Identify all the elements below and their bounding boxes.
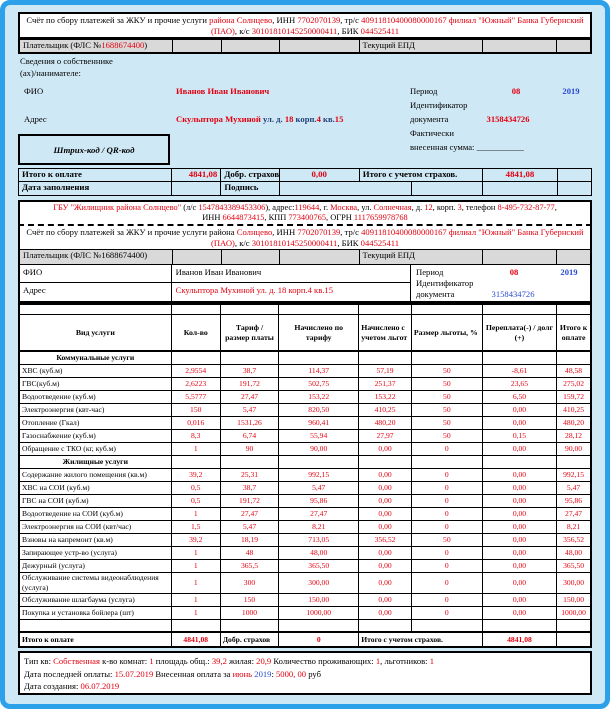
org-line-1: ГБУ "Жилищник района Солнцево" (л/с 1547843389453306), адрес:119644, г. Москва, ул. Солнечная, д. 12, корп. 3, телефон 8-495-732-87-77,: [53, 203, 557, 212]
empty-cell: [411, 182, 482, 195]
bank-header-2: Счёт по сбору платежей за ЖКУ и прочие услуги района Солнцево, ИНН 7702070139, тр/с 40911810400080000167 филиал "Южный" Банка Губернский (ПАО), к/с 30101810145250000411, БИК 044525411: [18, 226, 592, 250]
empty-cell: [221, 250, 279, 264]
period-year-value-2: 2019: [560, 267, 578, 278]
apartment-summary-line: Тип кв: Собственная к-во комнат: 1 площадь общ.: 39,2 жилая: 20,9 Количество проживающих: 1, льготников: 1: [24, 656, 435, 667]
fill-date-field: [171, 182, 220, 195]
current-epd-label: Текущий ЕПД: [359, 40, 482, 52]
empty-cell: [172, 250, 221, 264]
service-row: Обслуживание шлагбаума (услуга) 1 150 150,00 0,00 0 0,00 150,00: [19, 593, 591, 606]
table-header-row: Вид услуги Кол-во Тариф / размер платы Начислено по тарифу Начислено с учетом льгот Размер льготы, % Переплата(-) / долг (+) Итого к оплате: [19, 314, 591, 351]
total-due-value: 4841,08: [171, 169, 220, 181]
total-due-label: Итого к оплате: [22, 169, 82, 179]
insurance-label: Добр. страхов: [220, 169, 278, 181]
service-row: Запирающее устр-во (услуга) 1 48 48,00 0,00 0 0,00 48,00: [19, 546, 591, 559]
service-row: Водоотведение (куб.м) 5,5777 27,47 153,22 153,22 50 6,50 159,72: [19, 390, 591, 403]
empty-cell: [482, 182, 556, 195]
service-row: Взновы на капремонт (кв.м) 39,2 18,19 713,05 356,52 50 0,00 356,52: [19, 533, 591, 546]
service-row: ХВС на СОИ (куб.м) 0,5 38,7 5,47 0,00 0 0,00 5,47: [19, 481, 591, 494]
barcode-qr-placeholder: Штрих-код / QR-код: [18, 134, 170, 165]
empty-cell: [279, 40, 359, 52]
insurance-value: 0,00: [279, 169, 359, 181]
payer-account-label-2: Плательщик (ФЛС №1688674400): [23, 250, 148, 261]
doc-id-label: Идентификатор: [410, 100, 468, 110]
doc-id-label-2a: Идентификатор: [416, 278, 474, 289]
period-year-value: 2019: [562, 86, 580, 96]
service-row: ХВС (куб.м) 2,9554 38,7 114,37 57,19 50 -8,61 48,58: [19, 364, 591, 377]
fio-value: Иванов Иван Иванович: [176, 86, 270, 96]
doc-id-value-2: 3158434726: [491, 289, 535, 300]
empty-cell: [556, 40, 590, 52]
empty-cell: [172, 40, 221, 52]
payer-row-2: [18, 250, 592, 265]
empty-cell: [482, 250, 556, 264]
doc-id-label-2: документа: [410, 114, 449, 124]
payer-info-grid: [18, 265, 592, 303]
empty-cell: [221, 40, 279, 52]
total-with-insurance-value: 4841,08: [482, 169, 556, 181]
service-row: Покупка и установка бойлера (шт) 1 1000 1000,00 0,00 0 0,00 1000,00: [19, 606, 591, 619]
fill-date-label: Дата заполнения: [22, 182, 90, 192]
period-month-value: 08: [511, 86, 521, 96]
service-row: ГВС(куб.м) 2,6223 191,72 502,75 251,37 50 23,65 275,02: [19, 377, 591, 390]
total-with-insurance-label: Итого с учетом страхов.: [359, 169, 483, 181]
fio-label-2: ФИО: [20, 265, 171, 283]
service-row: Обслуживание системы видеонаблюдения (услуга) 1 300 300,00 0,00 0 0,00 300,00: [19, 572, 591, 593]
managing-org-box: [18, 200, 592, 226]
address-value: Скульптора Мухиной ул. д. 18 корп.4 кв.15: [176, 114, 344, 124]
empty-cell: [279, 250, 359, 264]
signature-label: Подпись: [220, 182, 278, 195]
spacer-row: [19, 304, 591, 314]
period-month-value-2: 08: [509, 267, 519, 278]
actual-sum-label: Фактически: [410, 128, 454, 138]
address-label: Адрес: [24, 114, 47, 124]
service-row: Электроэнергия на СОИ (квт/час) 1,5 5,47 8,21 0,00 0 0,00 8,21: [19, 520, 591, 533]
owner-section-title-2: (ах)/нанимателе:: [20, 68, 81, 78]
service-row: Водоотведение на СОИ (куб.м) 1 27,47 27,47 0,00 0 0,00 27,47: [19, 507, 591, 520]
service-row: Электроэнергия (квт-час) 150 5,47 820,50 410,25 50 0,00 410,25: [19, 403, 591, 416]
bank-header-1: Счёт по сбору платежей за ЖКУ и прочие услуги района Солнцево, ИНН 7702070139, тр/с 40911810400080000167 филиал "Южный" Банка Губернский (ПАО), к/с 30101810145250000411, БИК 044525411: [18, 12, 592, 39]
totals-row-top: [18, 168, 592, 182]
service-row: Содержание жилого помещения (кв.м) 39,2 25,31 992,15 0,00 0 0,00 992,15: [19, 468, 591, 481]
signature-field: [279, 182, 412, 195]
totals-row: Итого к оплате 4841,08 Добр. страхов 0 Итого с учетом страхов. 4841,08: [19, 632, 591, 647]
empty-cell: [556, 250, 590, 264]
org-line-2: ИНН 6644873415, КПП 773400765, ОГРН 1117659978768: [202, 213, 408, 223]
payer-account-label: Плательщик (ФЛС №1688674400): [23, 40, 148, 50]
owner-section-title: Сведения о собственнике: [20, 56, 113, 66]
service-row: Дежурный (услуга) 1 365,5 365,50 0,00 0 0,00 365,50: [19, 559, 591, 572]
service-group-row: Коммунальные услуги: [19, 351, 591, 364]
empty-cell: [557, 182, 591, 195]
last-payment-line: Дата последней оплаты: 15.07.2019 Внесенная оплата за июнь 2019: 5000, 00 руб: [24, 668, 321, 679]
address-label-2: Адрес: [23, 285, 46, 296]
summary-box: [18, 651, 592, 695]
period-label: Период: [410, 86, 438, 96]
empty-row: [19, 619, 591, 632]
empty-cell: [482, 40, 556, 52]
service-group-row: Жилищные услуги: [19, 455, 591, 468]
service-row: Газоснабжение (куб.м) 8,3 6,74 55,94 27,97 50 0,15 28,12: [19, 429, 591, 442]
creation-date-line: Дата создания: 06.07.2019: [24, 681, 120, 692]
current-epd-label-2: Текущий ЕПД: [359, 250, 482, 264]
period-label-2: Период: [416, 267, 444, 278]
empty-cell: [557, 169, 591, 181]
fio-label: ФИО: [24, 86, 44, 96]
doc-id-label-2b: документа: [416, 289, 455, 300]
owner-info-block: [18, 54, 592, 168]
services-table-body: [19, 304, 591, 647]
service-row: ГВС на СОИ (куб.м) 0,5 191,72 95,86 0,00 0 0,00 95,86: [19, 494, 591, 507]
signature-row: [18, 182, 592, 196]
service-row: Отопление (Гкал) 0,016 1531,26 960,41 480,20 50 0,00 480,20: [19, 416, 591, 429]
fio-value-2: Иванов Иван Иванович: [172, 265, 410, 283]
address-value-2: Скульптора Мухиной ул. д. 18 корп.4 кв.15: [175, 285, 333, 296]
services-table: [18, 303, 592, 648]
actual-sum-field: внесенная сумма: ___________: [410, 142, 524, 152]
service-row: Обращение с ТКО (кг, куб.м) 1 90 90,00 0,00 0 0,00 90,00: [19, 442, 591, 455]
payer-row-1: [18, 39, 592, 54]
doc-id-value: 3158434726: [486, 114, 530, 124]
